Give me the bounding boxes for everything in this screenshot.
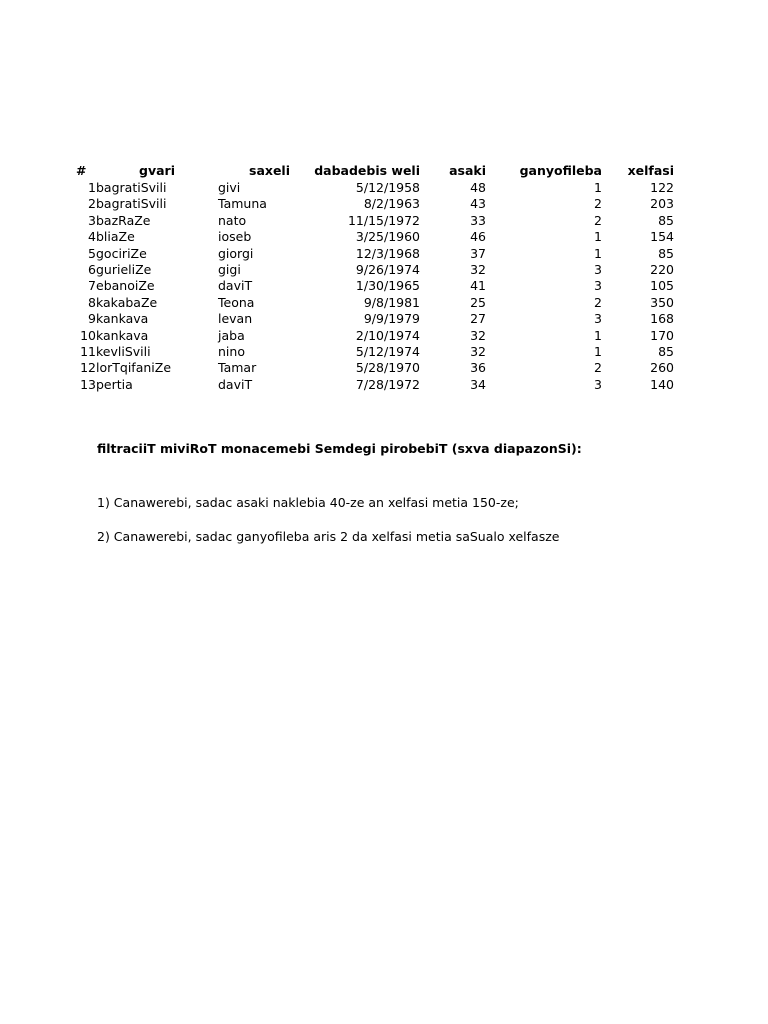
cell-num: 6 [88, 262, 96, 278]
task-item-1: 1) Canawerebi, sadac asaki naklebia 40-ze an xelfasi metia 150-ze; [97, 495, 519, 510]
cell-gvari: gurieliZe [96, 262, 152, 278]
cell-xelfasi: 220 [650, 262, 674, 278]
table-row [76, 213, 674, 229]
header-xelfasi: xelfasi [627, 163, 674, 179]
cell-xelfasi: 140 [650, 376, 674, 392]
cell-saxeli: gigi [218, 262, 241, 278]
table-row [76, 328, 674, 344]
cell-gvari: gociriZe [96, 245, 147, 261]
cell-gvari: kankava [96, 327, 149, 343]
cell-num: 5 [88, 245, 96, 261]
cell-num: 4 [88, 229, 96, 245]
table-row [76, 196, 674, 212]
cell-xelfasi: 122 [650, 180, 674, 195]
cell-gvari: lorTqifaniZe [96, 360, 172, 376]
header-num: # [76, 163, 87, 179]
table-row [76, 262, 674, 278]
cell-date: 11/15/1972 [347, 212, 420, 228]
header-asaki: asaki [449, 163, 486, 179]
cell-ganyofileba: 2 [594, 294, 602, 310]
cell-date: 7/28/1972 [355, 376, 420, 392]
cell-date: 5/12/1958 [355, 180, 420, 195]
cell-saxeli: ioseb [218, 229, 252, 245]
cell-ganyofileba: 3 [594, 311, 602, 327]
cell-ganyofileba: 2 [594, 212, 602, 228]
cell-ganyofileba: 1 [594, 327, 602, 343]
cell-saxeli: jaba [218, 327, 245, 343]
cell-date: 5/12/1974 [355, 344, 420, 360]
table-row [76, 360, 674, 376]
cell-xelfasi: 105 [650, 278, 674, 294]
cell-date: 2/10/1974 [355, 327, 420, 343]
cell-ganyofileba: 1 [594, 344, 602, 360]
cell-ganyofileba: 1 [594, 245, 602, 261]
cell-asaki: 48 [470, 180, 486, 195]
header-gvari: gvari [139, 163, 175, 179]
employee-table [76, 163, 674, 393]
cell-asaki: 36 [470, 360, 486, 376]
header-saxeli: saxeli [249, 163, 290, 179]
header-row [76, 163, 674, 180]
cell-asaki: 27 [470, 311, 486, 327]
cell-date: 9/9/1979 [363, 311, 420, 327]
cell-xelfasi: 85 [658, 245, 674, 261]
cell-saxeli: giorgi [218, 245, 254, 261]
cell-gvari: kevliSvili [96, 344, 151, 360]
cell-asaki: 32 [470, 344, 486, 360]
cell-xelfasi: 85 [658, 344, 674, 360]
cell-ganyofileba: 3 [594, 278, 602, 294]
cell-xelfasi: 203 [650, 196, 674, 212]
cell-xelfasi: 168 [650, 311, 674, 327]
cell-gvari: ebanoiZe [96, 278, 155, 294]
cell-xelfasi: 350 [650, 294, 674, 310]
task-heading: filtraciiT miviRoT monacemebi Semdegi pirobebiT (sxva diapazonSi): [97, 441, 582, 456]
table-row [76, 278, 674, 294]
table-row [76, 377, 674, 393]
cell-num: 7 [88, 278, 96, 294]
cell-ganyofileba: 1 [594, 229, 602, 245]
cell-gvari: kakabaZe [96, 294, 158, 310]
cell-date: 3/25/1960 [355, 229, 420, 245]
table-body [76, 180, 674, 393]
cell-date: 1/30/1965 [355, 278, 420, 294]
cell-ganyofileba: 3 [594, 376, 602, 392]
cell-saxeli: givi [218, 180, 241, 195]
task-item-2: 2) Canawerebi, sadac ganyofileba aris 2 da xelfasi metia saSualo xelfasze [97, 529, 560, 544]
cell-asaki: 32 [470, 327, 486, 343]
cell-gvari: pertia [96, 376, 133, 392]
cell-asaki: 43 [470, 196, 486, 212]
table-row [76, 344, 674, 360]
cell-ganyofileba: 3 [594, 262, 602, 278]
cell-gvari: bazRaZe [96, 212, 151, 228]
header-ganyofileba: ganyofileba [519, 163, 602, 179]
table-row [76, 311, 674, 327]
table-row [76, 180, 674, 196]
cell-num: 8 [88, 294, 96, 310]
cell-asaki: 33 [470, 212, 486, 228]
cell-gvari: bagratiSvili [96, 196, 167, 212]
cell-saxeli: levan [218, 311, 253, 327]
cell-asaki: 37 [470, 245, 486, 261]
cell-date: 8/2/1963 [363, 196, 420, 212]
cell-asaki: 46 [470, 229, 486, 245]
cell-num: 2 [88, 196, 96, 212]
cell-num: 3 [88, 212, 96, 228]
cell-saxeli: Tamuna [218, 196, 267, 212]
cell-asaki: 41 [470, 278, 486, 294]
cell-num: 10 [80, 327, 96, 343]
header-date: dabadebis weli [314, 163, 420, 179]
cell-gvari: kankava [96, 311, 149, 327]
table-row [76, 229, 674, 245]
cell-saxeli: Tamar [218, 360, 257, 376]
cell-saxeli: daviT [218, 278, 253, 294]
cell-xelfasi: 154 [650, 229, 674, 245]
table-header [76, 163, 674, 180]
cell-saxeli: Teona [218, 294, 255, 310]
cell-gvari: bliaZe [96, 229, 135, 245]
cell-num: 13 [80, 376, 96, 392]
cell-date: 5/28/1970 [355, 360, 420, 376]
cell-saxeli: daviT [218, 376, 253, 392]
cell-saxeli: nato [218, 212, 247, 228]
cell-ganyofileba: 1 [594, 180, 602, 195]
table-row [76, 246, 674, 262]
cell-date: 9/26/1974 [355, 262, 420, 278]
cell-ganyofileba: 2 [594, 196, 602, 212]
cell-xelfasi: 260 [650, 360, 674, 376]
cell-num: 1 [88, 180, 96, 195]
cell-num: 12 [80, 360, 96, 376]
cell-asaki: 32 [470, 262, 486, 278]
cell-date: 12/3/1968 [355, 245, 420, 261]
cell-xelfasi: 170 [650, 327, 674, 343]
cell-gvari: bagratiSvili [96, 180, 167, 195]
cell-saxeli: nino [218, 344, 245, 360]
cell-num: 11 [80, 344, 96, 360]
cell-asaki: 34 [470, 376, 486, 392]
table-row [76, 295, 674, 311]
cell-xelfasi: 85 [658, 212, 674, 228]
cell-asaki: 25 [470, 294, 486, 310]
cell-ganyofileba: 2 [594, 360, 602, 376]
cell-num: 9 [88, 311, 96, 327]
cell-date: 9/8/1981 [363, 294, 420, 310]
